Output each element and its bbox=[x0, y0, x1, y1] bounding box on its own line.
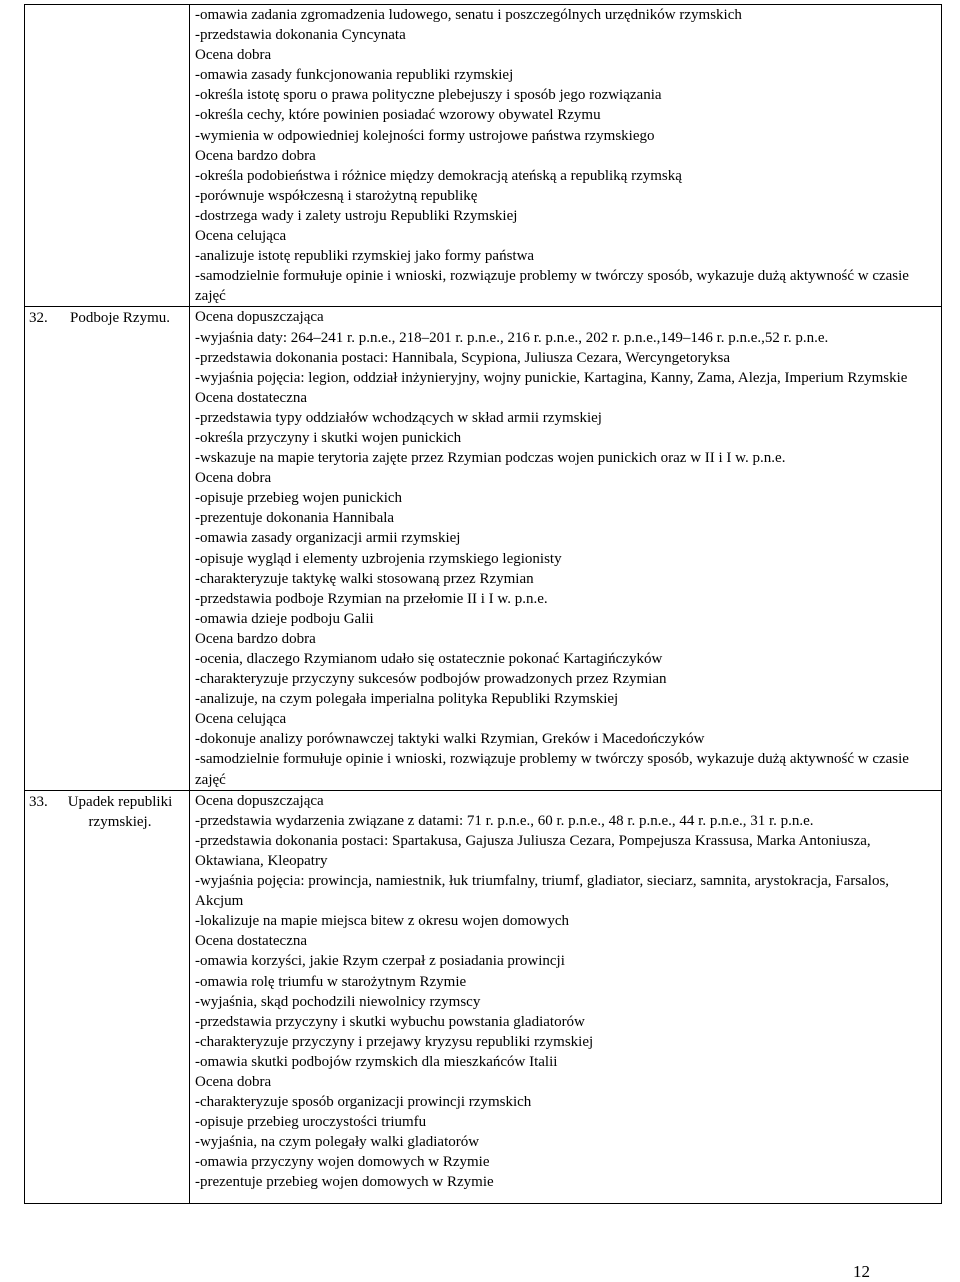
requirement-line: -opisuje przebieg uroczystości triumfu bbox=[195, 1114, 427, 1131]
topic-number: 33. bbox=[29, 793, 48, 810]
requirements-list bbox=[190, 791, 941, 1203]
table-row bbox=[25, 307, 942, 790]
page-number: 12 bbox=[853, 1262, 870, 1281]
requirement-line: -samodzielnie formułuje opinie i wnioski, rozwiązuje problemy w twórczy sposób, wykazuje dużą aktywność w czasie zajęć bbox=[195, 268, 909, 305]
requirement-line: -określa podobieństwa i różnice między demokracją ateńską a republiką rzymską bbox=[195, 167, 682, 184]
requirement-line: -wyjaśnia, na czym polegały walki gladiatorów bbox=[195, 1134, 480, 1151]
topic bbox=[25, 307, 189, 328]
requirement-line: -analizuje istotę republiki rzymskiej jako formy państwa bbox=[195, 248, 535, 265]
requirement-line: -wyjaśnia pojęcia: prowincja, namiestnik, łuk triumfalny, triumf, gladiator, sieciarz, samnita, arystokracja, Farsalos, Akcjum bbox=[195, 873, 890, 910]
requirement-line: -przedstawia dokonania postaci: Spartakusa, Gajusza Juliusza Cezara, Pompejusza Krassusa, Marka Antoniusza, Oktawiana, Kleopatry bbox=[195, 832, 871, 869]
topic-number: 32. bbox=[29, 310, 48, 327]
requirement-line: Ocena dostateczna bbox=[195, 389, 308, 406]
requirement-line: -przedstawia dokonania Cyncynata bbox=[195, 27, 406, 44]
requirement-line: -przedstawia przyczyny i skutki wybuchu powstania gladiatorów bbox=[195, 1013, 585, 1030]
table-row bbox=[25, 5, 942, 307]
requirement-line: -wskazuje na mapie terytoria zajęte przez Rzymian podczas wojen punickich oraz w II i I w. p.n.e. bbox=[195, 450, 786, 467]
cell-bottom-space bbox=[195, 1193, 939, 1203]
requirement-line: -określa cechy, które powinien posiadać wzorowy obywatel Rzymu bbox=[195, 107, 601, 124]
requirements-cell bbox=[190, 5, 942, 307]
requirement-line: -charakteryzuje sposób organizacji prowincji rzymskich bbox=[195, 1094, 532, 1111]
requirement-line: -przedstawia podboje Rzymian na przełomie II i I w. p.n.e. bbox=[195, 590, 548, 607]
requirement-line: Ocena bardzo dobra bbox=[195, 147, 316, 164]
requirement-line: -lokalizuje na mapie miejsca bitew z okresu wojen domowych bbox=[195, 913, 570, 930]
requirement-line: -opisuje przebieg wojen punickich bbox=[195, 490, 403, 507]
requirement-line: Ocena celująca bbox=[195, 228, 287, 245]
requirements-list bbox=[190, 307, 941, 789]
topic-cell bbox=[25, 5, 190, 307]
requirements-cell bbox=[190, 790, 942, 1203]
requirement-line: -omawia skutki podbojów rzymskich dla mieszkańców Italii bbox=[195, 1053, 558, 1070]
requirements-list bbox=[190, 5, 941, 306]
requirement-line: -charakteryzuje taktykę walki stosowaną przez Rzymian bbox=[195, 570, 534, 587]
requirement-line: -opisuje wygląd i elementy uzbrojenia rzymskiego legionisty bbox=[195, 550, 562, 567]
requirement-line: Ocena dobra bbox=[195, 470, 272, 487]
requirement-line: -prezentuje przebieg wojen domowych w Rzymie bbox=[195, 1174, 494, 1191]
topic-title: Podboje Rzymu. bbox=[70, 310, 170, 327]
requirement-line: Ocena bardzo dobra bbox=[195, 630, 316, 647]
requirement-line: Ocena dobra bbox=[195, 1073, 272, 1090]
table-row bbox=[25, 790, 942, 1203]
requirement-line: Ocena dostateczna bbox=[195, 933, 308, 950]
topic-title: Upadek republiki rzymskiej. bbox=[67, 793, 173, 830]
requirement-line: -omawia korzyści, jakie Rzym czerpał z posiadania prowincji bbox=[195, 953, 565, 970]
requirement-line: Ocena dopuszczająca bbox=[195, 309, 324, 326]
requirement-line: -przedstawia typy oddziałów wchodzących w skład armii rzymskiej bbox=[195, 409, 602, 426]
requirement-line: Ocena celująca bbox=[195, 711, 287, 728]
requirements-cell bbox=[190, 307, 942, 790]
curriculum-table-body bbox=[25, 5, 942, 1204]
requirement-line: -wymienia w odpowiedniej kolejności formy ustrojowe państwa rzymskiego bbox=[195, 127, 655, 144]
requirement-line: -dokonuje analizy porównawczej taktyki walki Rzymian, Greków i Macedończyków bbox=[195, 731, 705, 748]
requirement-line: -ocenia, dlaczego Rzymianom udało się ostatecznie pokonać Kartagińczyków bbox=[195, 651, 663, 667]
curriculum-table bbox=[24, 4, 942, 1204]
requirement-line: -wyjaśnia pojęcia: legion, oddział inżynieryjny, wojny punickie, Kartagina, Kanny, Zama, Alezja, Imperium Rzymskie bbox=[195, 369, 908, 386]
requirement-line: -omawia dzieje podboju Galii bbox=[195, 610, 374, 627]
topic-cell bbox=[25, 790, 190, 1203]
requirement-line: -charakteryzuje przyczyny i przejawy kryzysu republiki rzymskiej bbox=[195, 1033, 594, 1050]
requirement-line: -porównuje współczesną i starożytną republikę bbox=[195, 187, 478, 204]
topic bbox=[25, 791, 189, 832]
topic-cell bbox=[25, 307, 190, 790]
requirement-line: -analizuje, na czym polegała imperialna polityka Republiki Rzymskiej bbox=[195, 691, 619, 708]
requirement-line: -omawia rolę triumfu w starożytnym Rzymie bbox=[195, 973, 467, 990]
requirement-line: -przedstawia wydarzenia związane z datami: 71 r. p.n.e., 60 r. p.n.e., 48 r. p.n.e., 44 r. p.n.e., 31 r. p.n.e. bbox=[195, 812, 814, 829]
requirement-line: -dostrzega wady i zalety ustroju Republiki Rzymskiej bbox=[195, 207, 518, 224]
requirement-line: -wyjaśnia, skąd pochodzili niewolnicy rzymscy bbox=[195, 993, 481, 1010]
requirement-line: Ocena dobra bbox=[195, 47, 272, 64]
requirement-line: -prezentuje dokonania Hannibala bbox=[195, 510, 395, 527]
requirement-line: -omawia zasady funkcjonowania republiki rzymskiej bbox=[195, 67, 514, 84]
topic bbox=[25, 5, 189, 6]
requirement-line: Ocena dopuszczająca bbox=[195, 792, 324, 809]
requirement-line: -przedstawia dokonania postaci: Hannibala, Scypiona, Juliusza Cezara, Wercyngetoryksa bbox=[195, 349, 730, 366]
requirement-line: -określa istotę sporu o prawa polityczne plebejuszy i sposób jego rozwiązania bbox=[195, 87, 662, 104]
requirement-line: -samodzielnie formułuje opinie i wnioski, rozwiązuje problemy w twórczy sposób, wykazuje dużą aktywność w czasie zajęć bbox=[195, 751, 909, 788]
requirement-line: -wyjaśnia daty: 264–241 r. p.n.e., 218–201 r. p.n.e., 216 r. p.n.e., 202 r. p.n.e.,149–146 r. p.n.e.,52 r. p.n.e. bbox=[195, 329, 829, 346]
requirement-line: -omawia zadania zgromadzenia ludowego, senatu i poszczególnych urzędników rzymskich bbox=[195, 7, 742, 23]
requirement-line: -omawia przyczyny wojen domowych w Rzymie bbox=[195, 1154, 490, 1171]
requirement-line: -charakteryzuje przyczyny sukcesów podbojów prowadzonych przez Rzymian bbox=[195, 671, 667, 688]
requirement-line: -omawia zasady organizacji armii rzymskiej bbox=[195, 530, 461, 547]
requirement-line: -określa przyczyny i skutki wojen punickich bbox=[195, 429, 462, 446]
